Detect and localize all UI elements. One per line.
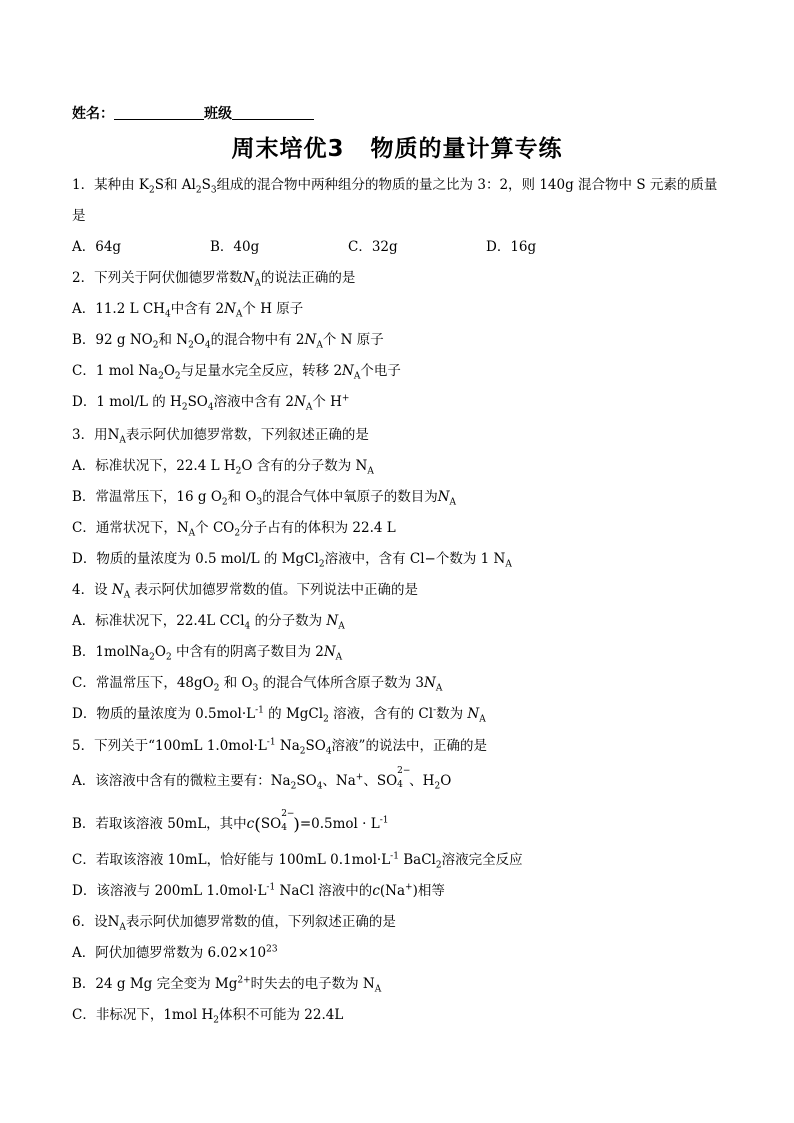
- q5-stem: 5．下列关于“100mL $1.0mol\cdot L^{-1}$ $Na_2SO_4$溶液”的说法中，正确的是: [72, 737, 487, 757]
- q4-option-b[interactable]: B．$1molNa_2O_2$ 中含有的阴离子数目为 $2N_A$: [72, 644, 343, 663]
- q3-option-a[interactable]: A．标准状况下，22.4 L $H_2O$ 含有的分子数为 $N_A$: [72, 458, 374, 477]
- q5-option-b[interactable]: B．若取该溶液 50mL，其中c(SO 2− 4 )$=0.5mol \cdot L^{-1}$: [72, 809, 389, 835]
- q5-option-c[interactable]: C．若取该溶液 10mL，恰好能与 100mL $0.1mol\cdot L^{-1}$ BaCl$_2$溶液完全反应: [72, 851, 523, 871]
- q4-option-d[interactable]: D．物质的量浓度为 $0.5mol\cdot L^{-1}$ 的 MgCl$_2$ 溶液，含有的 Cl-数为 $N_A$: [72, 705, 486, 725]
- q4-option-a[interactable]: A．标准状况下，22.4L CCl$_4$ 的分子数为 $N_A$: [72, 613, 345, 632]
- q2-option-b[interactable]: B．92 g $NO_2$和 $N_2O_4$的混合物中有 $2N_A$个 N 原子: [72, 332, 384, 351]
- title-main: 周末培优3: [231, 136, 345, 162]
- q3-stem: 3．用$N_A$表示阿伏加德罗常数，下列叙述正确的是: [72, 427, 369, 446]
- q1-option-c[interactable]: C．32g: [348, 239, 398, 255]
- q6-option-a[interactable]: A．阿伏加德罗常数为 $6.02\times 10^{23}$: [72, 944, 278, 961]
- name-label: 姓名：: [72, 106, 114, 122]
- q3-option-b[interactable]: B．常温常压下，16 g $O_2$和 $O_3$的混合气体中氧原子的数目为$N_A$: [72, 489, 457, 508]
- q2-option-a[interactable]: A．11.2 L $CH_4$中含有 $2N_A$个 H 原子: [72, 301, 304, 320]
- class-label: 班级: [204, 106, 232, 122]
- q1-option-a[interactable]: A．64g: [72, 239, 122, 255]
- q4-option-c[interactable]: C．常温常压下，$48gO_2$ 和 $O_3$ 的混合气体所含原子数为 $3N_A$: [72, 675, 443, 694]
- class-blank[interactable]: [232, 105, 314, 120]
- q5-option-d[interactable]: D．该溶液与 200mL $1.0mol\cdot L^{-1}$ NaCl 溶液中的c(Na+)相等: [72, 882, 445, 899]
- q2-option-d[interactable]: D．1 mol/L 的 $H_2SO_4$溶液中含有 $2N_A$个 H+: [72, 393, 350, 413]
- q6-option-b[interactable]: B．24 g Mg 完全变为 $Mg^{2+}$时失去的电子数为 $N_A$: [72, 975, 382, 995]
- page-title: [0, 130, 794, 163]
- q2-stem: 2．下列关于阿伏伽德罗常数$N_A$的说法正确的是: [72, 270, 356, 289]
- q3-option-c[interactable]: C．通常状况下，$N_A$个 $CO_2$分子占有的体积为 22.4 L: [72, 520, 396, 539]
- q1-option-b[interactable]: B．40g: [210, 239, 260, 255]
- q1-stem: 1．某种由 $K_2S$和 $Al_2S_3$组成的混合物中两种组分的物质的量之比为 3：2，则 140g 混合物中 S 元素的质量: [72, 177, 718, 196]
- q3-option-d[interactable]: D．物质的量浓度为 0.5 mol/L 的 MgCl$_2$溶液中，含有 Cl−个数为 1 $N_A$: [72, 551, 512, 570]
- q6-stem: 6．设$N_A$表示阿伏加德罗常数的值，下列叙述正确的是: [72, 914, 396, 933]
- q5-option-a[interactable]: A．该溶液中含有的微粒主要有：$Na_2SO_4$、Na+、SO 2− 4 、$H_2O$: [72, 766, 452, 792]
- q2-option-c[interactable]: C．1 mol $Na_2O_2$与足量水完全反应，转移 $2N_A$个电子: [72, 363, 401, 382]
- student-info: [72, 103, 314, 123]
- q4-stem: 4．设 $N_A$ 表示阿伏加德罗常数的值。下列说法中正确的是: [72, 582, 418, 601]
- q1-stem-cont: 是: [72, 208, 86, 224]
- q1-options: [72, 238, 536, 256]
- title-sub: 物质的量计算专练: [370, 136, 563, 162]
- name-blank[interactable]: [114, 105, 204, 120]
- q1-option-d[interactable]: D．16g: [486, 239, 537, 255]
- q6-option-c[interactable]: C．非标况下，1mol $H_2$体积不可能为 22.4L: [72, 1007, 344, 1026]
